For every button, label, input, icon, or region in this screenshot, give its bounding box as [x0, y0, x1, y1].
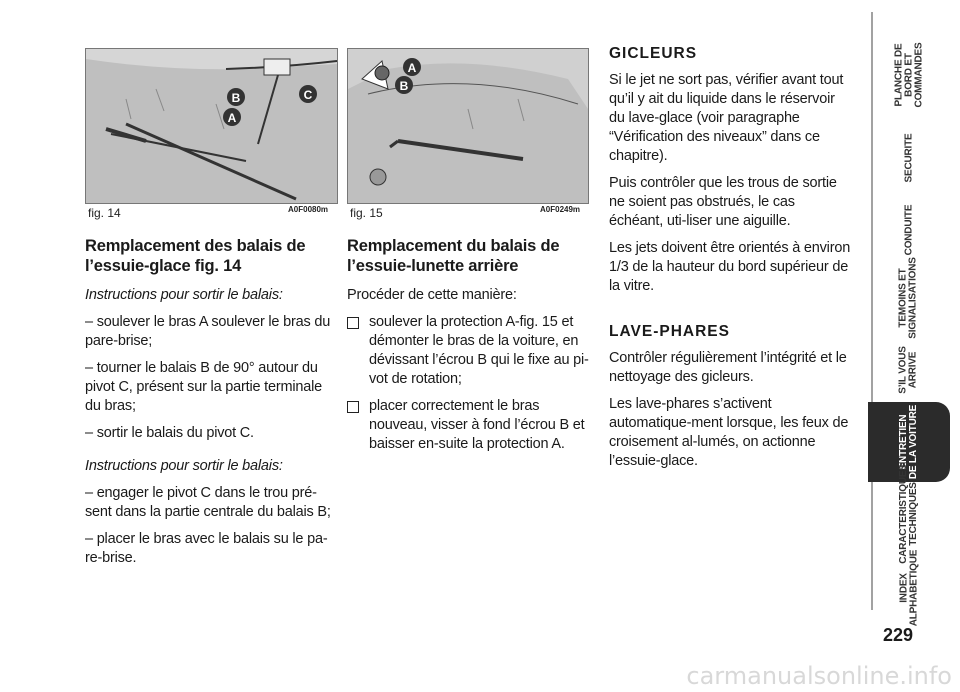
tab-index[interactable]	[868, 548, 950, 628]
tab-label: CONDUITE	[903, 204, 914, 256]
column-2	[347, 236, 589, 462]
tab-label: S’IL VOUS ARRIVE	[897, 346, 919, 394]
heading-lave-phares: LAVE-PHARES	[609, 323, 730, 340]
section-title-wiper: Remplacement des balais de l’essuie-glace fig. 14	[85, 237, 306, 275]
fig15-code: A0F0249m	[540, 205, 581, 214]
step-3: – sortir le balais du pivot C.	[85, 425, 254, 441]
step-5: – placer le bras avec le balais su le pa-re-brise.	[85, 531, 328, 566]
lave-phares-para-1: Contrôler régulièrement l’intégrité et le nettoyage des gicleurs.	[609, 350, 847, 385]
tab-label: PLANCHE DE BORD ET COMMANDES	[893, 42, 924, 108]
bullet-item-1	[347, 313, 589, 389]
bullet-text-2: placer correctement le bras nouveau, visser à fond l’écrou B et baisser en-suite la protection A.	[369, 398, 585, 452]
procedure-intro: Procéder de cette manière:	[347, 287, 517, 303]
section-title-rear-wiper: Remplacement du balais de l’essuie-lunette arrière	[347, 237, 560, 275]
instructions-heading-1: Instructions pour sortir le balais:	[85, 287, 283, 303]
tab-sil-vous-arrive[interactable]	[868, 330, 950, 410]
gicleurs-para-3: Les jets doivent être orientés à environ 1/3 de la hauteur du bord supérieur de la vitre.	[609, 240, 851, 294]
tab-label: CARACTERISTIQUES TECHNIQUES	[898, 464, 919, 564]
tab-label: INDEX ALPHABETIQUE	[898, 549, 919, 627]
gicleurs-para-1: Si le jet ne sort pas, vérifier avant tout qu’il y ait du liquide dans le réservoir du lave-glace (voir paragraphe “Vérification des niveaux” dans ce chapitre).	[609, 72, 844, 164]
step-4: – engager le pivot C dans le trou pré-sent dans la partie centrale du balais B;	[85, 485, 331, 520]
step-1: – soulever le bras A soulever le bras du pare-brise;	[85, 314, 331, 349]
fig15-label-a: A	[407, 61, 417, 75]
gicleurs-para-2: Puis contrôler que les trous de sortie ne soient pas obstrués, le cas échéant, uti-liser une aiguille.	[609, 175, 837, 229]
lave-phares-para-2: Les lave-phares s’activent automatique-ment lorsque, les feux de croisement al-lumés, on actionne l’essuie-glace.	[609, 396, 849, 469]
fig14-code: A0F0080m	[288, 205, 329, 214]
fig15-caption: fig. 15	[350, 206, 383, 220]
checkbox-bullet-icon	[347, 401, 359, 413]
tab-label: SECURITE	[903, 133, 914, 183]
bullet-text-1: soulever la protection A-fig. 15 et démonter le bras de la voiture, en dévissant l’écrou B qui le fixe au pi-vot de rotation;	[369, 314, 589, 387]
tab-caracteristiques[interactable]	[868, 464, 950, 564]
tab-label: TEMOINS ET SIGNALISATIONS	[898, 257, 919, 339]
figure-15	[347, 48, 589, 204]
tab-planche-de-bord[interactable]	[868, 35, 950, 115]
column-1	[85, 236, 337, 576]
chapter-sidebar	[868, 0, 960, 692]
column-3	[609, 44, 851, 479]
tab-securite[interactable]	[868, 118, 950, 198]
page-number: 229	[882, 625, 914, 645]
fig15-label-b: B	[399, 79, 409, 93]
fig14-label-c: C	[303, 88, 313, 102]
checkbox-bullet-icon	[347, 317, 359, 329]
step-2: – tourner le balais B de 90° autour du pivot C, présent sur la partie terminale du bras;	[85, 360, 322, 414]
instructions-heading-2: Instructions pour sortir le balais:	[85, 458, 283, 474]
tab-label: ENTRETIEN DE LA VOITURE	[897, 404, 919, 480]
bullet-item-2	[347, 397, 589, 454]
fig14-label-a: A	[227, 111, 237, 125]
heading-gicleurs: GICLEURS	[609, 45, 698, 62]
watermark: carmanualsonline.info	[686, 662, 952, 690]
fig14-caption: fig. 14	[88, 206, 121, 220]
fig14-label-b: B	[231, 91, 241, 105]
figure-14	[85, 48, 338, 204]
tab-temoins[interactable]	[868, 258, 950, 338]
